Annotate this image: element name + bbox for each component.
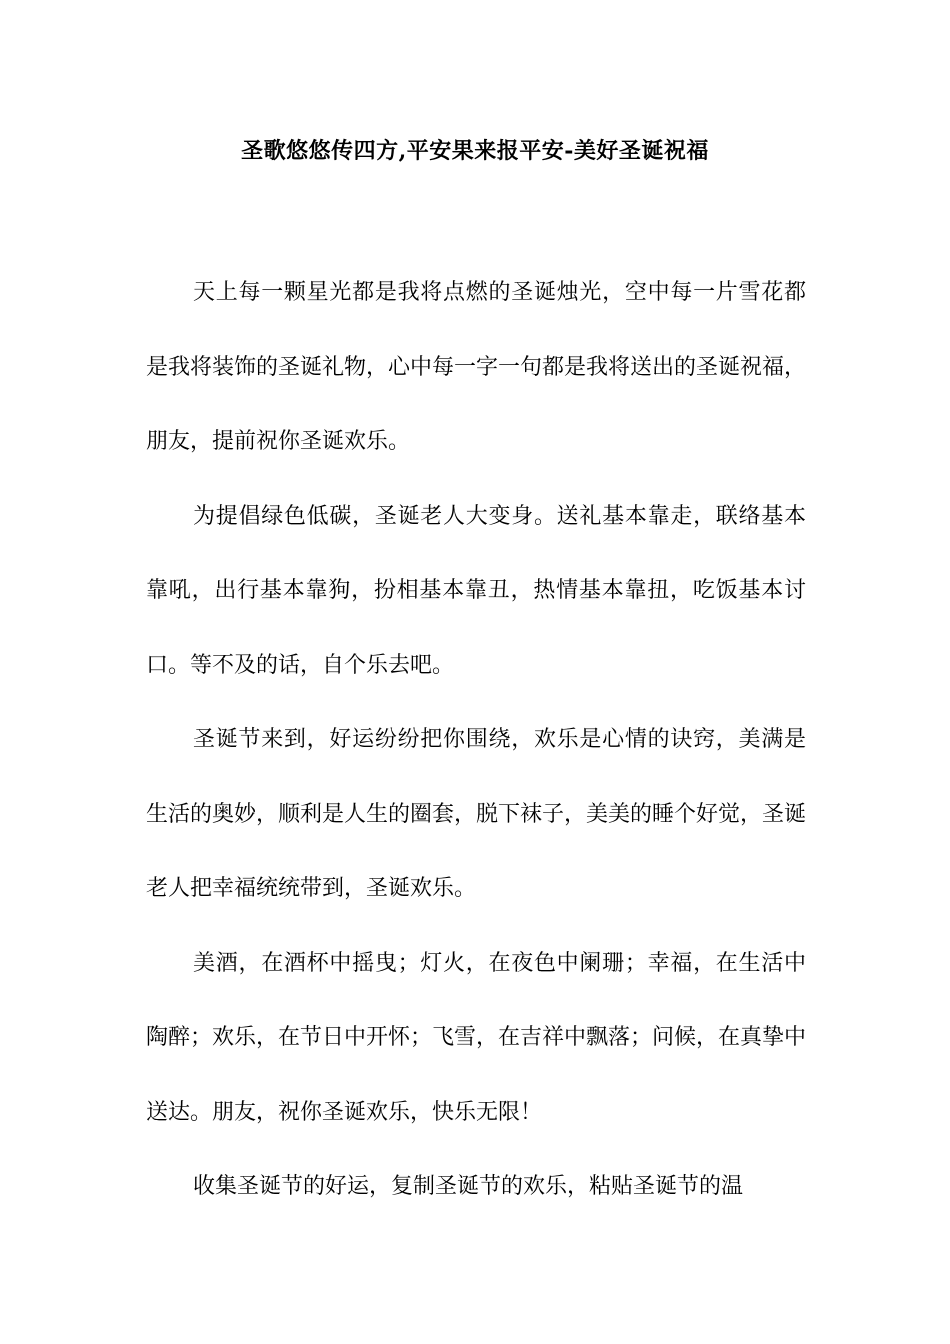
- document-body: [146, 256, 806, 1225]
- paragraph-4: 美酒，在酒杯中摇曳；灯火，在夜色中阑珊；幸福，在生活中陶醉；欢乐，在节日中开怀；飞雪，在吉祥中飘落；问候，在真挚中送达。朋友，祝你圣诞欢乐，快乐无限！: [146, 950, 807, 1125]
- paragraph-5: 收集圣诞节的好运，复制圣诞节的欢乐，粘贴圣诞节的温: [193, 1174, 744, 1199]
- paragraph-3: 圣诞节来到，好运纷纷把你围绕，欢乐是心情的诀窍，美满是生活的奥妙，顺利是人生的圈套，脱下袜子，美美的睡个好觉，圣诞老人把幸福统统带到，圣诞欢乐。: [146, 727, 807, 901]
- document-title: 圣歌悠悠传四方,平安果来报平安-美好圣诞祝福: [241, 138, 709, 164]
- paragraph-2: 为提倡绿色低碳，圣诞老人大变身。送礼基本靠走，联络基本靠吼，出行基本靠狗，扮相基本靠丑，热情基本靠扭，吃饭基本讨口。等不及的话，自个乐去吧。: [146, 503, 806, 678]
- paragraph-1: 天上每一颗星光都是我将点燃的圣诞烛光，空中每一片雪花都是我将装饰的圣诞礼物，心中每一字一句都是我将送出的圣诞祝福，朋友，提前祝你圣诞欢乐。: [146, 280, 807, 454]
